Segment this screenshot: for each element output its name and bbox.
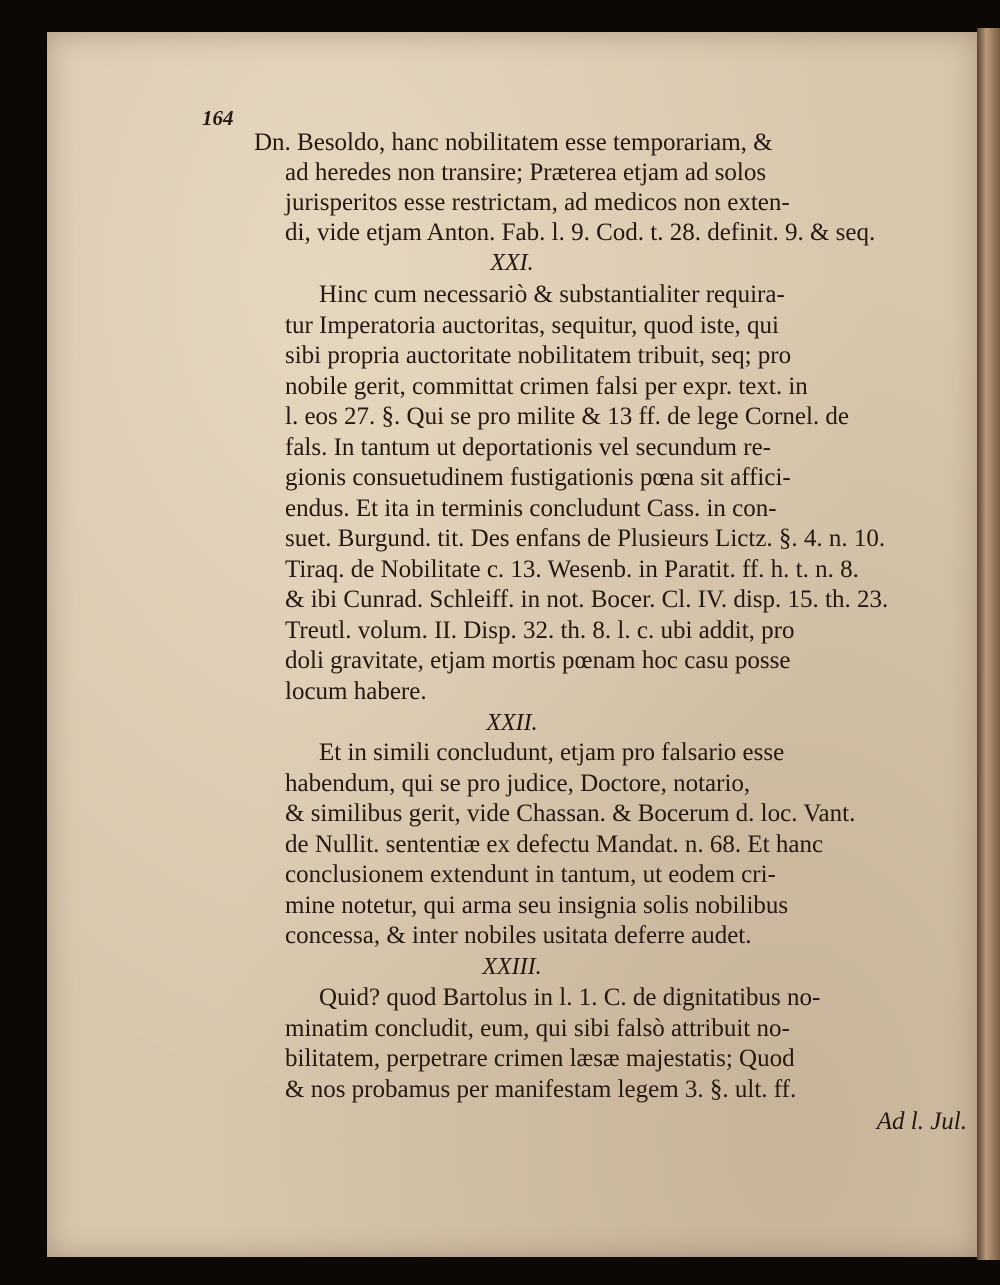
page-text xyxy=(47,32,977,1257)
text-line: di, vide etjam Anton. Fab. l. 9. Cod. t. 28. definit. 9. & seq. xyxy=(285,219,876,246)
text-line: bilitatem, perpetrare crimen læsæ majestatis; Quod xyxy=(285,1045,795,1072)
text-line: Dn. Besoldo, hanc nobilitatem esse temporariam, & xyxy=(254,129,773,156)
section-heading: XXII. xyxy=(486,710,538,736)
text-line: ad heredes non transire; Præterea etjam ad solos xyxy=(285,159,767,186)
text-line: conclusionem extendunt in tantum, ut eodem cri- xyxy=(285,861,776,888)
section-heading: XXI. xyxy=(490,250,534,276)
text-line: doli gravitate, etjam mortis pœnam hoc casu posse xyxy=(285,647,791,674)
text-line: nobile gerit, committat crimen falsi per expr. text. in xyxy=(285,373,808,400)
text-line: Quid? quod Bartolus in l. 1. C. de dignitatibus no- xyxy=(319,984,821,1011)
text-line: Tiraq. de Nobilitate c. 13. Wesenb. in Paratit. ff. h. t. n. 8. xyxy=(285,556,859,583)
text-line: fals. In tantum ut deportationis vel secundum re- xyxy=(285,434,771,461)
text-line: Et in simili concludunt, etjam pro falsario esse xyxy=(319,739,785,766)
section-heading: XXIII. xyxy=(482,954,542,980)
catchword: Ad l. Jul. xyxy=(876,1108,967,1135)
text-line: de Nullit. sententiæ ex defectu Mandat. n. 68. Et hanc xyxy=(285,831,824,858)
text-line: jurisperitos esse restrictam, ad medicos non exten- xyxy=(285,189,790,216)
book-page xyxy=(47,32,977,1257)
text-line: suet. Burgund. tit. Des enfans de Plusieurs Lictz. §. 4. n. 10. xyxy=(285,525,886,552)
text-line: minatim concludit, eum, qui sibi falsò attribuit no- xyxy=(285,1015,790,1042)
text-line: & similibus gerit, vide Chassan. & Bocerum d. loc. Vant. xyxy=(285,800,856,827)
text-line: l. eos 27. §. Qui se pro milite & 13 ff. de lege Cornel. de xyxy=(285,403,850,430)
book-edge xyxy=(977,28,1000,1260)
text-line: mine notetur, qui arma seu insignia solis nobilibus xyxy=(285,892,789,919)
text-line: gionis consuetudinem fustigationis pœna sit affici- xyxy=(285,464,791,491)
text-line: concessa, & inter nobiles usitata deferre audet. xyxy=(285,922,752,949)
text-line: & nos probamus per manifestam legem 3. §. ult. ff. xyxy=(285,1076,797,1103)
text-line: & ibi Cunrad. Schleiff. in not. Bocer. Cl. IV. disp. 15. th. 23. xyxy=(285,586,889,613)
text-line: endus. Et ita in terminis concludunt Cass. in con- xyxy=(285,495,777,522)
text-line: locum habere. xyxy=(285,678,427,705)
text-line: Treutl. volum. II. Disp. 32. th. 8. l. c. ubi addit, pro xyxy=(285,617,795,644)
text-line: sibi propria auctoritate nobilitatem tribuit, seq; pro xyxy=(285,342,792,369)
text-line: Hinc cum necessariò & substantialiter requira- xyxy=(319,281,785,308)
page-number: 164 xyxy=(202,106,234,130)
text-line: tur Imperatoria auctoritas, sequitur, quod iste, qui xyxy=(285,312,780,339)
text-line: habendum, qui se pro judice, Doctore, notario, xyxy=(285,770,751,797)
